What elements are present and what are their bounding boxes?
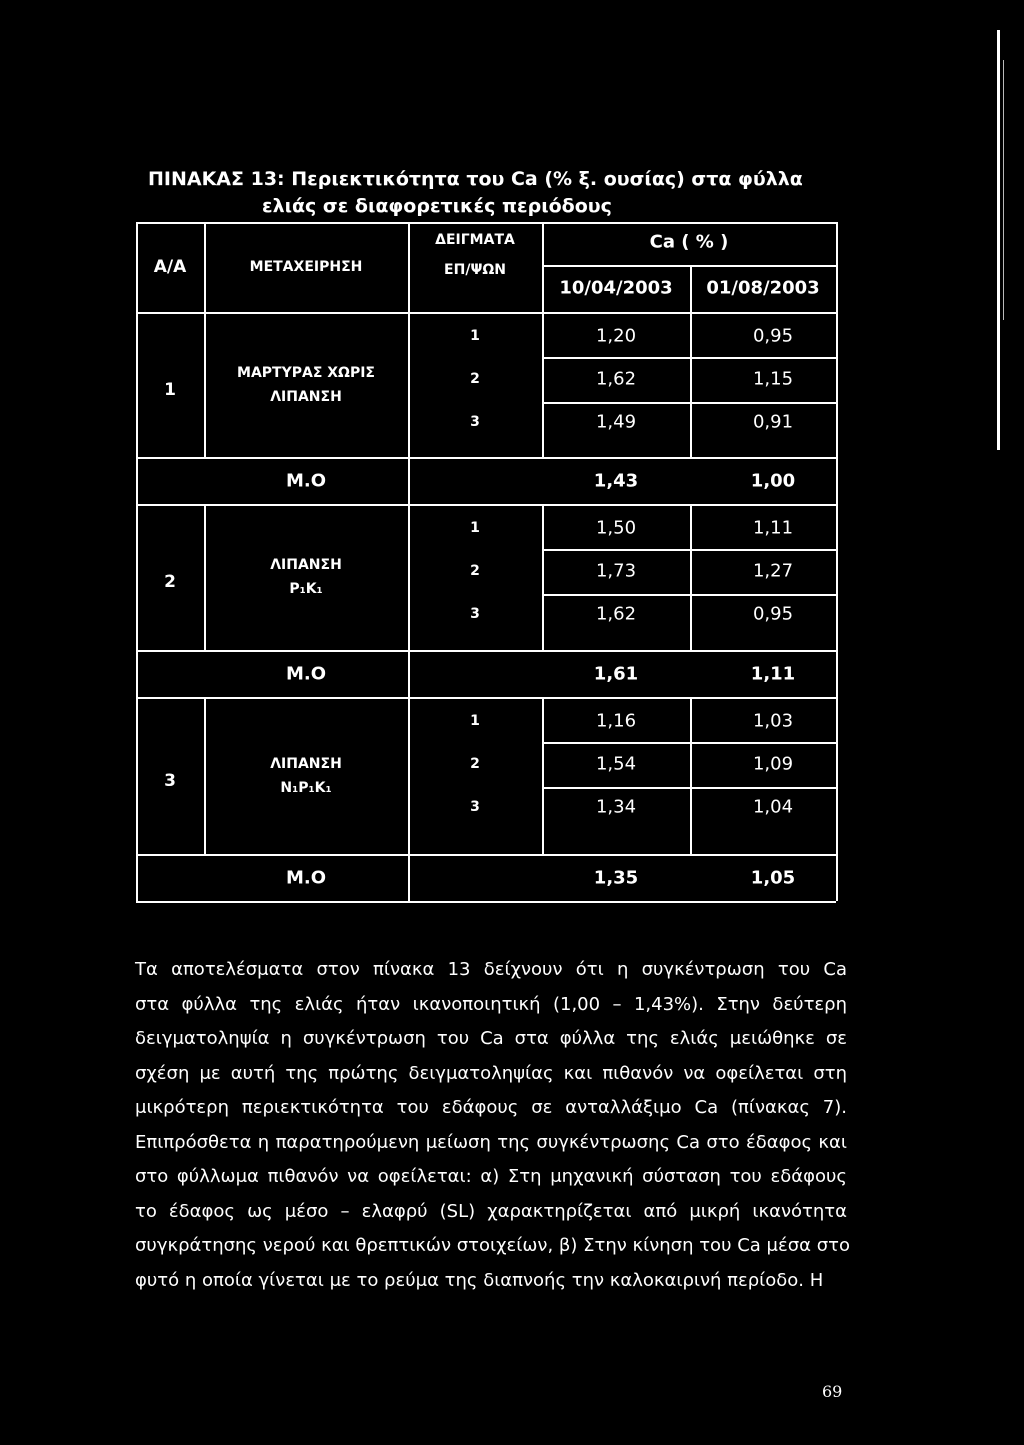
table-rule-h [136,697,836,699]
paragraph-line: σχέση με αυτή της πρώτης δειγματοληψίας και πιθανόν να οφείλεται στη [135,1062,847,1084]
paragraph-line: συγκράτησης νερού και θρεπτικών στοιχείων, β) Στην κίνηση του Ca μέσα στο [135,1235,850,1256]
table-rule-v [204,504,206,650]
paragraph-line: Επιπρόσθετα η παρατηρούμενη μείωση της συγκέντρωσης Ca στο έδαφος και [135,1131,847,1153]
table-rule-h [136,222,836,224]
header-samples-line2: ΕΠ/ΨΩΝ [444,262,506,278]
sample-number: 2 [470,755,480,772]
mean-label: Μ.Ο [285,470,327,491]
mean-label: Μ.Ο [285,663,327,684]
table-rule-h [136,650,408,652]
table-rule-v [690,697,692,854]
value-date2: 0,91 [752,411,794,432]
sample-number: 2 [470,370,480,387]
table-rule-v [836,222,838,901]
table-rule-h [136,504,836,506]
sample-number: 3 [470,798,480,815]
value-date1: 1,16 [595,710,637,731]
sample-number: 3 [470,605,480,622]
value-date1: 1,49 [595,411,637,432]
sample-number: 2 [470,562,480,579]
value-date1: 1,62 [595,368,637,389]
group-treatment-line1: ΛΙΠΑΝΣΗ [270,755,342,772]
table-rule-v [542,312,544,457]
table-rule-v [408,312,410,504]
paragraph-line: στα φύλλα της ελιάς ήταν ικανοποιητική (1,00 – 1,43%). Στην δεύτερη [135,993,847,1015]
mean-date1: 1,43 [593,470,639,491]
table-rule-v [408,697,410,901]
value-date2: 1,09 [752,753,794,774]
value-date2: 1,04 [752,796,794,817]
mean-label: Μ.Ο [285,867,327,888]
value-date2: 1,15 [752,368,794,389]
group-treatment-line1: ΛΙΠΑΝΣΗ [270,557,342,573]
scan-edge-line [997,30,1000,450]
table-rule-h [136,901,836,903]
sample-number: 1 [470,519,480,536]
table-rule-v [542,697,544,854]
value-date1: 1,20 [595,325,637,346]
group-treatment-line2: P₁K₁ [289,581,323,597]
table-rule-v [204,697,206,854]
value-date1: 1,54 [595,753,637,774]
sample-number: 1 [470,327,480,344]
sample-number: 1 [470,712,480,729]
value-date1: 1,62 [595,603,637,624]
mean-date2: 1,00 [750,470,796,491]
scan-edge-line-secondary [1003,60,1004,320]
value-date2: 1,27 [752,560,794,581]
table-rule-h [542,742,836,744]
table-caption-line2: ελιάς σε διαφορετικές περιόδους [262,195,612,217]
value-date1: 1,73 [595,560,637,581]
group-treatment-line2: ΛΙΠΑΝΣΗ [270,388,342,405]
header-ca: Ca ( % ) [649,231,729,253]
table-rule-h [542,402,836,404]
table-rule-v [408,222,410,312]
body-paragraph [135,953,850,1298]
mean-date1: 1,35 [593,867,639,888]
group-treatment-line1: ΜΑΡΤΥΡΑΣ ΧΩΡΙΣ [237,364,375,381]
table-rule-v [690,265,692,312]
value-date2: 1,11 [752,517,794,538]
table-rule-v [542,504,544,650]
table-rule-v [408,504,410,697]
paragraph-line: φυτό η οποία γίνεται με το ρεύμα της διαπνοής την καλοκαιρινή περίοδο. Η [135,1269,824,1291]
table-rule-h [542,594,836,596]
table-rule-h [136,312,836,314]
paragraph-line: το έδαφος ως μέσο – ελαφρύ (SL) χαρακτηρίζεται από μικρή ικανότητα [135,1200,847,1222]
table-rule-h [408,854,836,856]
table-rule-h [408,650,836,652]
table-rule-h [408,457,836,459]
table-rule-v [690,312,692,457]
table-rule-v [204,312,206,457]
table-rule-h [542,357,836,359]
value-date1: 1,34 [595,796,637,817]
group-treatment-line2: N₁P₁K₁ [280,779,332,796]
group-aa: 1 [164,379,176,400]
table-rule-h [542,265,836,267]
paragraph-line: δειγματοληψία η συγκέντρωση του Ca στα φύλλα της ελιάς μειώθηκε σε [135,1028,847,1049]
table-rule-h [136,854,408,856]
paragraph-line: μικρότερη περιεκτικότητα του εδάφους σε ανταλλάξιμο Ca (πίνακας 7). [135,1097,847,1118]
value-date2: 0,95 [752,603,794,624]
mean-date2: 1,11 [750,663,796,684]
value-date2: 0,95 [752,325,794,346]
table-rule-v [204,222,206,312]
table-rule-h [136,457,408,459]
mean-date2: 1,05 [750,867,796,888]
header-treatment: ΜΕΤΑΧΕΙΡΗΣΗ [249,259,363,275]
paragraph-line: Τα αποτελέσματα στον πίνακα 13 δείχνουν ότι η συγκέντρωση του Ca [135,959,847,980]
page-number: 69 [822,1382,843,1401]
table-rule-h [542,787,836,789]
group-aa: 3 [164,770,176,791]
table-caption-line1: ΠΙΝΑΚΑΣ 13: Περιεκτικότητα του Ca (% ξ. ουσίας) στα φύλλα [148,168,803,190]
header-date1: 10/04/2003 [559,277,673,299]
value-date2: 1,03 [752,710,794,731]
table-rule-v [136,222,138,901]
mean-date1: 1,61 [593,663,639,684]
table-rule-h [542,549,836,551]
value-date1: 1,50 [595,517,637,538]
group-aa: 2 [164,572,176,592]
paragraph-line: στο φύλλωμα πιθανόν να οφείλεται: α) Στη μηχανική σύσταση του εδάφους [135,1166,847,1187]
table-rule-v [690,504,692,650]
header-aa: Α/Α [153,257,187,277]
header-samples-line1: ΔΕΙΓΜΑΤΑ [435,232,515,248]
sample-number: 3 [470,413,480,430]
table-rule-v [542,222,544,312]
header-date2: 01/08/2003 [706,277,820,299]
